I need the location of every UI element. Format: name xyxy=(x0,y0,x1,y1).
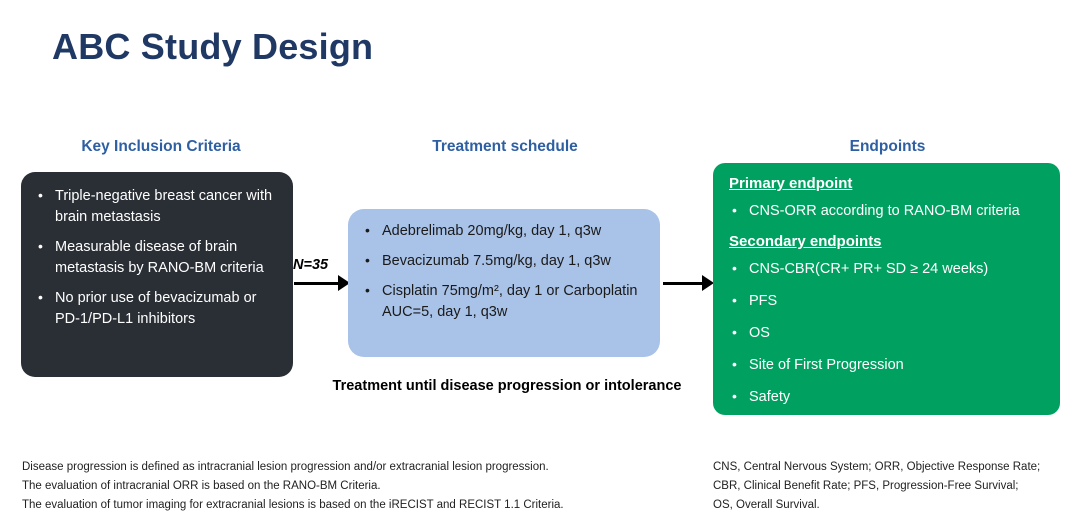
list-item: • Measurable disease of brain metastasis by RANO-BM criteria xyxy=(33,237,283,279)
arrow-treatment-to-endpoints-line xyxy=(663,282,705,285)
treatment-duration-note: Treatment until disease progression or intolerance xyxy=(332,378,682,394)
footnote-line: Disease progression is defined as intracranial lesion progression and/or extracranial lesion progression. xyxy=(22,461,549,473)
list-item: • No prior use of bevacizumab or PD-1/PD-L1 inhibitors xyxy=(33,288,283,330)
inclusion-criteria-box xyxy=(21,172,293,377)
inclusion-criteria-list xyxy=(33,186,283,330)
list-item: • Safety xyxy=(727,387,1050,408)
inclusion-column-header: Key Inclusion Criteria xyxy=(81,138,241,155)
arrow-inclusion-to-treatment-line xyxy=(294,282,340,285)
footnote-left xyxy=(22,458,662,515)
list-item: • CNS-CBR(CR+ PR+ SD ≥ 24 weeks) xyxy=(727,259,1050,280)
footnote-line: The evaluation of intracranial ORR is based on the RANO-BM Criteria. xyxy=(22,479,381,492)
list-item: • OS xyxy=(727,323,1050,344)
footnote-line: CNS, Central Nervous System; ORR, Objective Response Rate; xyxy=(713,461,1041,473)
treatment-column-header: Treatment schedule xyxy=(432,138,578,155)
page-title: ABC Study Design xyxy=(52,26,374,67)
treatment-schedule-list xyxy=(360,221,650,323)
primary-endpoint-list xyxy=(727,201,1050,222)
footnote-line: The evaluation of tumor imaging for extracranial lesions is based on the iRECIST and RECIST 1.1 Criteria. xyxy=(22,498,564,511)
endpoints-box xyxy=(713,163,1060,415)
footnote-right xyxy=(713,458,1063,515)
enrollment-label: N=35 xyxy=(293,257,329,273)
secondary-endpoints-list xyxy=(727,259,1050,408)
footnote-line: CBR, Clinical Benefit Rate; PFS, Progression-Free Survival; xyxy=(713,479,1019,492)
list-item: • PFS xyxy=(727,291,1050,312)
list-item: • Triple-negative breast cancer with brain metastasis xyxy=(33,186,283,228)
list-item: • Cisplatin 75mg/m², day 1 or Carboplatin AUC=5, day 1, q3w xyxy=(360,281,650,323)
list-item: • CNS-ORR according to RANO-BM criteria xyxy=(727,201,1050,222)
footnote-line: OS, Overall Survival. xyxy=(713,498,820,511)
treatment-schedule-box xyxy=(348,209,660,357)
primary-endpoint-label: Primary endpoint xyxy=(729,175,853,192)
secondary-endpoints-label: Secondary endpoints xyxy=(729,233,882,251)
list-item: • Bevacizumab 7.5mg/kg, day 1, q3w xyxy=(360,251,650,272)
endpoints-column-header: Endpoints xyxy=(849,138,926,155)
list-item: • Site of First Progression xyxy=(727,355,1050,376)
list-item: • Adebrelimab 20mg/kg, day 1, q3w xyxy=(360,221,650,242)
